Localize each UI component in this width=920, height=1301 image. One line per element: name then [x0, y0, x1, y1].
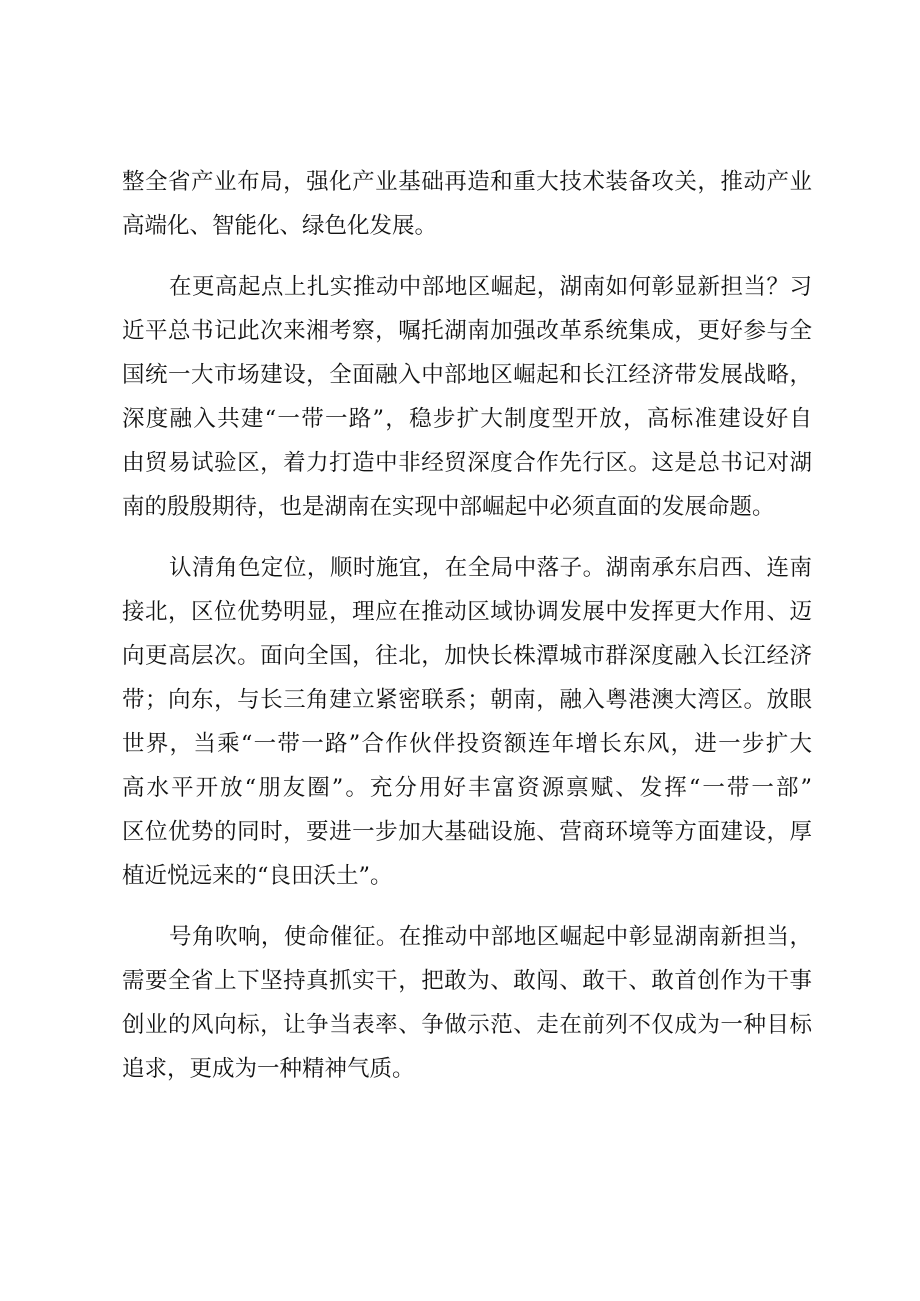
paragraph-line: 区位优势的同时，要进一步加大基础设施、营商环境等方面建设，厚 [122, 819, 812, 845]
paragraph-3 [122, 546, 812, 898]
paragraph-line: 整全省产业布局，强化产业基础再造和重大技术装备攻关，推动产业 [122, 169, 812, 195]
paragraph-line: 创业的风向标，让争当表率、争做示范、走在前列不仅成为一种目标 [122, 1012, 812, 1038]
paragraph-line: 近平总书记此次来湘考察，嘱托湖南加强改革系统集成，更好参与全 [122, 318, 812, 344]
paragraph-line: 植近悦远来的“良田沃土”。 [122, 863, 393, 889]
paragraph-line: 世界，当乘“一带一路”合作伙伴投资额连年增长东风，进一步扩大 [122, 731, 812, 757]
paragraph-4 [122, 915, 812, 1091]
paragraph-line: 深度融入共建“一带一路”，稳步扩大制度型开放，高标准建设好自 [122, 406, 812, 432]
paragraph-line: 在更高起点上扎实推动中部地区崛起，湖南如何彰显新担当？习 [169, 274, 812, 300]
paragraph-2 [122, 265, 812, 529]
paragraph-line: 接北，区位优势明显，理应在推动区域协调发展中发挥更大作用、迈 [122, 599, 812, 625]
paragraph-line: 向更高层次。面向全国，往北，加快长株潭城市群深度融入长江经济 [122, 643, 812, 669]
paragraph-line: 国统一大市场建设，全面融入中部地区崛起和长江经济带发展战略， [122, 362, 812, 388]
document-body [122, 160, 812, 1091]
paragraph-1 [122, 160, 812, 248]
paragraph-line: 南的殷殷期待，也是湖南在实现中部崛起中必须直面的发展命题。 [122, 494, 775, 520]
paragraph-line: 认清角色定位，顺时施宜，在全局中落子。湖南承东启西、连南 [169, 555, 812, 581]
paragraph-line: 带；向东，与长三角建立紧密联系；朝南，融入粤港澳大湾区。放眼 [122, 687, 812, 713]
paragraph-line: 高水平开放“朋友圈”。充分用好丰富资源禀赋、发挥“一带一部” [122, 775, 812, 801]
paragraph-line: 号角吹响，使命催征。在推动中部地区崛起中彰显湖南新担当， [169, 924, 812, 950]
paragraph-line: 追求，更成为一种精神气质。 [122, 1056, 415, 1082]
paragraph-line: 由贸易试验区，着力打造中非经贸深度合作先行区。这是总书记对湖 [122, 450, 812, 476]
paragraph-line: 高端化、智能化、绿色化发展。 [122, 213, 438, 239]
paragraph-line: 需要全省上下坚持真抓实干，把敢为、敢闯、敢干、敢首创作为干事 [122, 968, 812, 994]
